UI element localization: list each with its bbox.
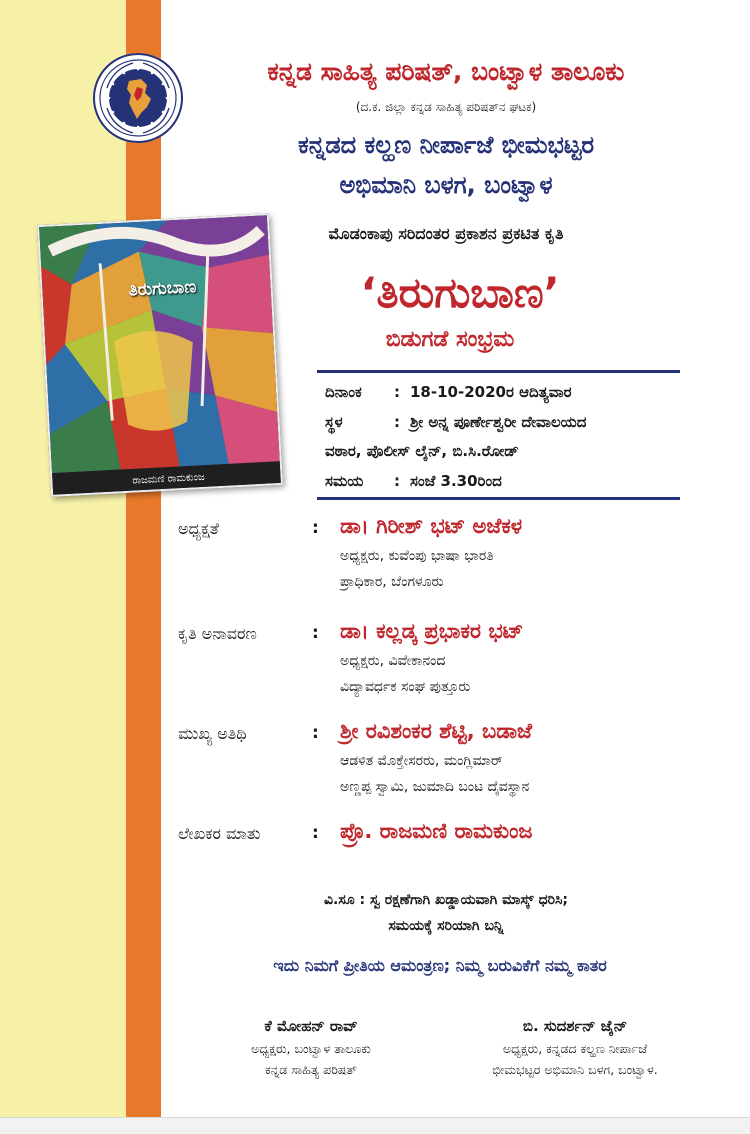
role-label-book-release: ಕೃತಿ ಅನಾವರಣ — [178, 624, 257, 643]
venue-label: ಸ್ಥಳ — [325, 413, 343, 431]
admirers-group-line2: ಅಭಿಮಾನಿ ಬಳಗ, ಬಂಟ್ವಾಳ — [339, 171, 553, 199]
signatory-right-desc2: ಭೀಮಭಟ್ಟರ ಅಭಿಮಾನಿ ಬಳಗ, ಬಂಟ್ವಾಳ. — [492, 1062, 658, 1077]
role-label-chief-guest: ಮುಖ್ಯ ಅತಿಥಿ — [178, 724, 247, 743]
person-desc-presidency-line2: ಪ್ರಾಧಿಕಾರ, ಬೆಂಗಳೂರು — [340, 574, 444, 590]
person-desc-chief-guest-line2: ಅಣ್ಣಪ್ಪ ಸ್ವಾಮಿ, ಜುಮಾದಿ ಬಂಟ ದೈವಸ್ಥಾನ — [340, 779, 530, 795]
person-desc-presidency-line1: ಅಧ್ಯಕ್ಷರು, ಕುವೆಂಪು ಭಾಷಾ ಭಾರತಿ — [340, 548, 494, 564]
time-colon: : — [394, 472, 400, 490]
book-cover-title: ತಿರುಗುಬಾಣ — [128, 277, 197, 301]
person-name-book-release: ಡಾ। ಕಲ್ಲಡ್ಕ ಪ್ರಭಾಕರ ಭಟ್ — [340, 619, 524, 643]
role-colon: : — [312, 623, 319, 643]
release-celebration-label: ಬಿಡುಗಡೆ ಸಂಭ್ರಮ — [385, 327, 515, 352]
signatory-right-desc1: ಅಧ್ಯಕ್ಷರು, ಕನ್ನಡದ ಕಲ್ಹಣ ನೀರ್ಪಾಜೆ — [502, 1041, 648, 1056]
venue-line2: ವಠಾರ, ಪೊಲೀಸ್ ಲೈನ್, ಬಿ.ಸಿ.ರೋಡ್ — [325, 442, 519, 460]
role-label-author-speech: ಲೇಖಕರ ಮಾತು — [178, 824, 261, 843]
role-colon: : — [312, 723, 319, 743]
signatory-right-name: ಬಿ. ಸುದರ್ಶನ್ ಜೈನ್ — [522, 1017, 628, 1035]
orange-side-stripe — [126, 0, 161, 1117]
venue-colon: : — [394, 413, 400, 431]
venue-line1: ಶ್ರೀ ಅನ್ನ ಪೂರ್ಣೇಶ್ವರೀ ದೇವಾಲಯದ — [410, 413, 587, 431]
time-value: ಸಂಜೆ 3.30ರಿಂದ — [410, 472, 502, 490]
yellow-side-stripe — [0, 0, 126, 1117]
role-label-presidency: ಅಧ್ಯಕ್ಷತೆ — [178, 519, 219, 538]
person-name-presidency: ಡಾ। ಗಿರೀಶ್ ಭಟ್ ಅಜೆಕಳ — [340, 514, 523, 538]
person-name-author: ಪ್ರೊ. ರಾಜಮಣಿ ರಾಮಕುಂಜ — [340, 819, 533, 843]
date-colon: : — [394, 383, 400, 401]
person-desc-chief-guest-line1: ಆಡಳಿತ ಮೊಕ್ತೇಸರರು, ಮಂಗ್ಲಿಮಾರ್ — [340, 753, 503, 769]
notice-line2: ಸಮಯಕ್ಕೆ ಸರಿಯಾಗಿ ಬನ್ನಿ — [388, 918, 504, 934]
person-desc-book-release-line2: ವಿದ್ಯಾವರ್ಧಕ ಸಂಘ ಪುತ್ತೂರು — [340, 679, 471, 695]
invitation-line: ಇದು ನಿಮಗೆ ಪ್ರೀತಿಯ ಆಮಂತ್ರಣ; ನಿಮ್ಮ ಬರುವಿಕೆಗೆ ನಮ್ಮ ಕಾತರ — [273, 956, 607, 975]
book-cover-image — [37, 213, 283, 497]
signatory-left-desc2: ಕನ್ನಡ ಸಾಹಿತ್ಯ ಪರಿಷತ್ — [265, 1062, 357, 1077]
notice-line1: ವಿ.ಸೂ : ಸ್ವ ರಕ್ಷಣೆಗಾಗಿ ಖಡ್ಡಾಯವಾಗಿ ಮಾಸ್ಕ್ ಧರಿಸಿ; — [323, 892, 569, 908]
role-colon: : — [312, 823, 319, 843]
person-desc-book-release-line1: ಅಧ್ಯಕ್ಷರು, ವಿವೇಕಾನಂದ — [340, 653, 446, 669]
signatory-left-desc1: ಅಧ್ಯಕ್ಷರು, ಬಂಟ್ವಾಳ ತಾಲೂಕು — [251, 1041, 371, 1056]
date-value: 18-10-2020ರ ಆದಿತ್ಯವಾರ — [410, 383, 572, 401]
person-name-chief-guest: ಶ್ರೀ ರವಿಶಂಕರ ಶೆಟ್ಟಿ, ಬಡಾಜೆ — [340, 719, 532, 743]
time-label: ಸಮಯ — [325, 472, 364, 490]
publisher-line: ಮೊಡಂಕಾಪು ಸರಿದಂತರ ಪ್ರಕಾಶನ ಪ್ರಕಟಿತ ಕೃತಿ — [328, 224, 564, 243]
role-colon: : — [312, 518, 319, 538]
organization-subtitle: (ದ.ಕ. ಜಿಲ್ಲಾ ಕನ್ನಡ ಸಾಹಿತ್ಯ ಪರಿಷತ್‌ನ ಘಟಕ) — [355, 100, 537, 114]
book-title: ‘ತಿರುಗುಬಾಣ’ — [360, 268, 560, 317]
page-bottom-edge — [0, 1117, 750, 1134]
event-info-bottom-rule — [317, 497, 680, 500]
signatory-left-name: ಕೆ ಮೋಹನ್ ರಾವ್ — [264, 1017, 358, 1035]
book-cover-author: ರಾಜಮಣಿ ರಾಮಕುಂಜ — [132, 471, 205, 487]
date-label: ದಿನಾಂಕ — [325, 383, 362, 401]
event-info-top-rule — [317, 370, 680, 373]
organization-title: ಕನ್ನಡ ಸಾಹಿತ್ಯ ಪರಿಷತ್, ಬಂಟ್ವಾಳ ತಾಲೂಕು — [267, 57, 625, 86]
kannada-sahitya-parishat-logo — [93, 53, 183, 143]
admirers-group-line1: ಕನ್ನಡದ ಕಲ್ಹಣ ನೀರ್ಪಾಜೆ ಭೀಮಭಟ್ಟರ — [297, 131, 595, 159]
